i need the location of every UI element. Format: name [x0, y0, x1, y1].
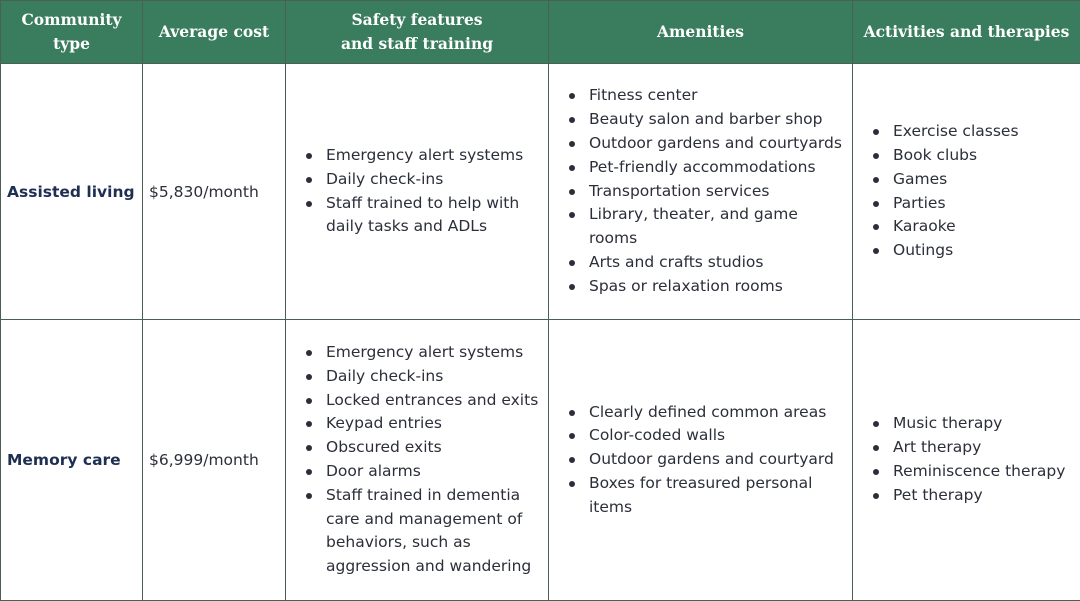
list-item: Outings: [871, 239, 1074, 263]
amenities-list: [555, 84, 846, 298]
list-item: Music therapy: [871, 412, 1074, 436]
list-item: Spas or relaxation rooms: [567, 275, 846, 299]
list-item: Reminiscence therapy: [871, 460, 1074, 484]
header-average-cost: Average cost: [143, 1, 286, 64]
community-type-cell: Memory care: [1, 320, 143, 601]
list-item: Arts and crafts studios: [567, 251, 846, 275]
header-safety-features: [286, 1, 549, 64]
activities-cell: [853, 320, 1080, 601]
community-type-cell: Assisted living: [1, 64, 143, 320]
list-item: Pet-friendly accommodations: [567, 156, 846, 180]
header-community-type: Community type: [1, 1, 143, 64]
list-item: Art therapy: [871, 436, 1074, 460]
list-item: Obscured exits: [304, 436, 542, 460]
header-amenities: Amenities: [549, 1, 853, 64]
list-item: Emergency alert systems: [304, 144, 542, 168]
safety-features-cell: [286, 64, 549, 320]
list-item: Fitness center: [567, 84, 846, 108]
list-item: Daily check-ins: [304, 365, 542, 389]
safety-features-cell: [286, 320, 549, 601]
table-body: [1, 64, 1080, 601]
list-item: Book clubs: [871, 144, 1074, 168]
list-item: Parties: [871, 192, 1074, 216]
list-item: Locked entrances and exits: [304, 389, 542, 413]
header-safety-line-2: and staff training: [292, 32, 542, 56]
header-activities: Activities and therapies: [853, 1, 1080, 64]
list-item: Transportation services: [567, 180, 846, 204]
header-row: [1, 1, 1080, 64]
header-safety-line-1: Safety features: [292, 8, 542, 32]
list-item: Keypad entries: [304, 412, 542, 436]
list-item: Karaoke: [871, 215, 1074, 239]
list-item: Staff trained in dementia care and management of behaviors, such as aggression and wandering: [304, 484, 542, 579]
average-cost-cell: $5,830/month: [143, 64, 286, 320]
list-item: Outdoor gardens and courtyards: [567, 132, 846, 156]
list-item: Daily check-ins: [304, 168, 542, 192]
list-item: Pet therapy: [871, 484, 1074, 508]
safety-features-list: [292, 144, 542, 239]
list-item: Outdoor gardens and courtyard: [567, 448, 846, 472]
list-item: Emergency alert systems: [304, 341, 542, 365]
table-header: [1, 1, 1080, 64]
list-item: Library, theater, and game rooms: [567, 203, 846, 251]
amenities-cell: [549, 64, 853, 320]
list-item: Boxes for treasured personal items: [567, 472, 846, 520]
safety-features-list: [292, 341, 542, 579]
table-row-memory-care: [1, 320, 1080, 601]
list-item: Color-coded walls: [567, 424, 846, 448]
list-item: Exercise classes: [871, 120, 1074, 144]
activities-list: [859, 412, 1074, 507]
list-item: Beauty salon and barber shop: [567, 108, 846, 132]
list-item: Games: [871, 168, 1074, 192]
activities-list: [859, 120, 1074, 263]
average-cost-cell: $6,999/month: [143, 320, 286, 601]
table-row-assisted-living: [1, 64, 1080, 320]
activities-cell: [853, 64, 1080, 320]
list-item: Staff trained to help with daily tasks and ADLs: [304, 192, 542, 240]
amenities-list: [555, 401, 846, 520]
list-item: Clearly defined common areas: [567, 401, 846, 425]
list-item: Door alarms: [304, 460, 542, 484]
amenities-cell: [549, 320, 853, 601]
